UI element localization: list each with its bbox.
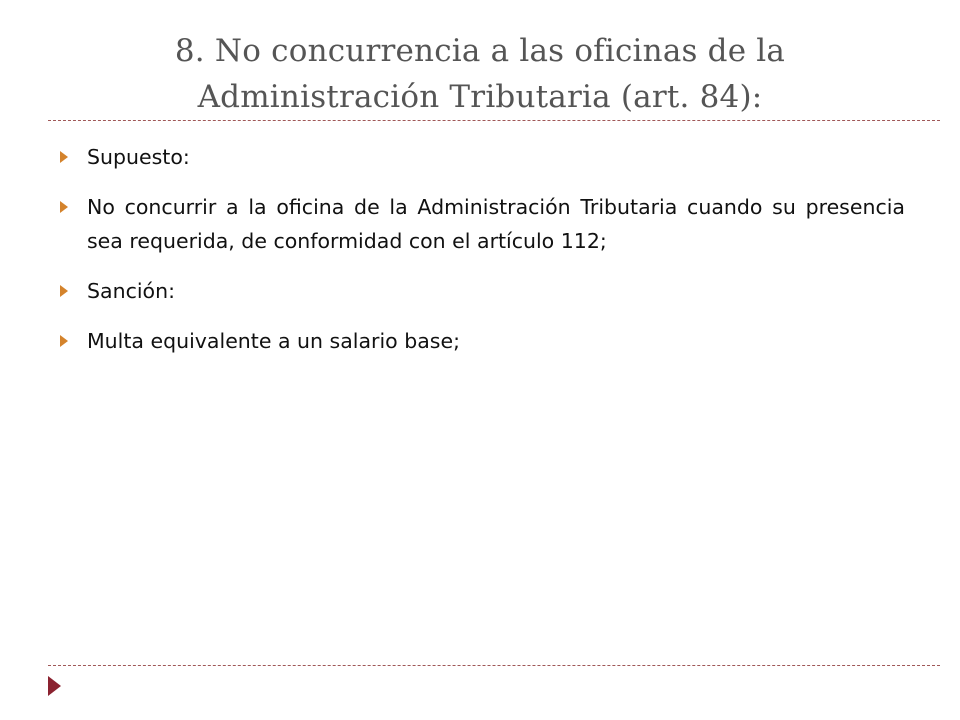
bullet-triangle-icon: [60, 335, 68, 347]
bullet-triangle-icon: [60, 151, 68, 163]
bullet-text: Sanción:: [87, 279, 175, 303]
bullet-item: [60, 274, 905, 308]
slide-title-line-1: 8. No concurrencia a las oficinas de la: [174, 33, 786, 69]
bullet-item: [60, 324, 905, 358]
bullet-item: [60, 190, 905, 258]
bullet-list: [60, 140, 905, 374]
title-divider: [48, 120, 940, 121]
slide-title-line-2: Administración Tributaria (art. 84):: [197, 79, 763, 115]
footer-divider: [48, 665, 940, 666]
slide-title: [60, 28, 900, 120]
corner-triangle-icon: [48, 676, 61, 696]
bullet-triangle-icon: [60, 285, 68, 297]
bullet-triangle-icon: [60, 201, 68, 213]
bullet-text: Supuesto:: [87, 145, 190, 169]
bullet-item: [60, 140, 905, 174]
bullet-text: No concurrir a la oficina de la Administración Tributaria cuando su presencia sea requerida, de conformidad con el artículo 112;: [87, 195, 905, 253]
bullet-text: Multa equivalente a un salario base;: [87, 329, 461, 353]
